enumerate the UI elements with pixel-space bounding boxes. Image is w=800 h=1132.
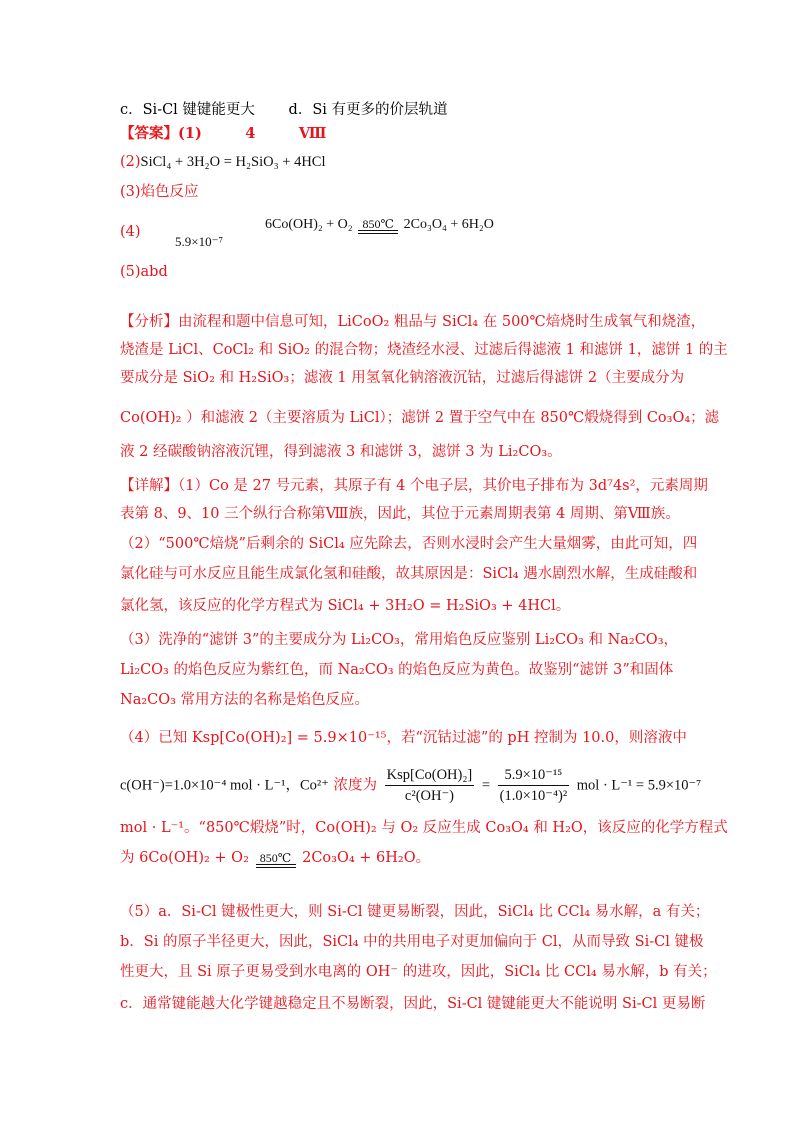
fraction-values-numerator: 5.9×10⁻¹⁵ [498,765,570,786]
answer-line-1 [120,124,680,144]
analysis-line-5: 液 2 经碳酸钠溶液沉锂，得到滤液 3 和滤饼 3，滤饼 3 为 Li₂CO₃。 [120,444,562,460]
answer-2-equation: SiCl₄ + 3H₂O = H₂SiO₃ + 4HCl [140,154,326,170]
detail-12-condition: 850℃ [256,852,296,868]
analysis-line-2: 烧渣是 LiCl、CoCl₂ 和 SiO₂ 的混合物；烧渣经水浸、过滤后得滤液 1 和滤饼 1，滤饼 1 的主 [120,342,728,358]
detail-line-16: c．通常键能越大化学键越稳定且不易断裂，因此，Si-Cl 键键能更大不能说明 Si-Cl 更易断 [120,996,706,1012]
analysis-line-1: 【分析】由流程和题中信息可知，LiCoO₂ 粗品与 SiCl₄ 在 500℃焙烧时生成氧气和烧渣， [120,314,706,330]
detail-line-1: 【详解】（1）Co 是 27 号元素，其原子有 4 个电子层，其价电子排布为 3d⁷4s²，元素周期 [120,478,708,494]
detail-line-8: Na₂CO₃ 常用方法的名称是焰色反应。 [120,692,370,708]
fraction-values-denominator: (1.0×10⁻⁴)² [499,788,568,804]
detail-line-11: mol · L⁻¹。“850℃煅烧”时，Co(OH)₂ 与 O₂ 反应生成 Co₃O₄ 和 H₂O，该反应的化学方程式 [120,820,728,836]
detail-line-7: Li₂CO₃ 的焰色反应为紫红色，而 Na₂CO₃ 的焰色反应为黄色。故鉴别“滤饼 3”和固体 [120,662,674,678]
detail-line-15: 性更大，且 Si 原子更易受到水电离的 OH⁻ 的进攻，因此，SiCl₄ 比 CCl₄ 易水解，b 有关； [120,964,717,980]
answer-4-prefix: (4) [120,224,141,240]
fraction-ksp-numerator: Ksp[Co(OH)₂] [385,765,475,786]
fraction-ksp-denominator: c²(OH⁻) [404,788,454,804]
option-line-cd: c．Si-Cl 键键能更大 d．Si 有更多的价层轨道 [120,102,448,118]
detail-10-oh-concentration: c(OH⁻)=1.0×10⁻⁴ mol · L⁻¹，Co²⁺ [120,777,329,794]
answer-4-condition: 850℃ [358,218,398,234]
detail-line-14: b．Si 的原子半径更大，因此，SiCl₄ 中的共用电子对更加偏向于 Cl，从而导致 Si-Cl 键极 [120,934,704,950]
answer-4-eq-right: 2Co₃O₄ + 6H₂O [403,217,494,232]
fraction-values [498,765,570,806]
detail-line-3: （2）“500℃焙烧”后剩余的 SiCl₄ 应先除去，否则水浸时会产生大量烟雾，由此可知，四 [120,536,698,552]
answer-4-value: 5.9×10⁻⁷ [175,234,223,249]
detail-12-left: 为 6Co(OH)₂ + O₂ [120,850,249,866]
fraction-ksp [385,765,475,806]
detail-line-5: 氯化氢，该反应的化学方程式为 SiCl₄ + 3H₂O = H₂SiO₃ + 4HCl。 [120,598,571,614]
analysis-line-3: 要成分是 SiO₂ 和 H₂SiO₃；滤液 1 用氢氧化钠溶液沉钴，过滤后得滤饼 2（主要成分为 [120,370,685,386]
detail-line-13: （5）a．Si-Cl 键极性更大，则 Si-Cl 键更易断裂，因此，SiCl₄ 比 CCl₄ 易水解，a 有关； [120,904,710,920]
answer-line-2 [120,152,680,172]
answer-line-5: (5)abd [120,264,168,280]
detail-line-9: （4）已知 Ksp[Co(OH)₂] = 5.9×10⁻¹⁵，若“沉钴过滤”的 pH 控制为 10.0，则溶液中 [120,730,687,746]
equals-sign: = [481,777,491,794]
detail-line-12 [120,848,680,868]
detail-10-label: 浓度为 [333,777,378,794]
answer-2-prefix: (2) [120,154,141,170]
answer-line-3: (3)焰色反应 [120,184,199,200]
answer-label: 【答案】 [120,125,178,142]
detail-line-6: （3）洗净的“滤饼 3”的主要成分为 Li₂CO₃，常用焰色反应鉴别 Li₂CO₃ 和 Na₂CO₃， [120,632,679,648]
answer-4-eq-left: 6Co(OH)₂ + O₂ [265,217,353,232]
detail-line-10 [120,765,702,805]
analysis-line-4: Co(OH)₂ ）和滤液 2（主要溶质为 LiCl）；滤饼 2 置于空气中在 850℃煅烧得到 Co₃O₄；滤 [120,410,720,426]
detail-line-4: 氯化硅与可水反应且能生成氯化氢和硅酸，故其原因是：SiCl₄ 遇水剧烈水解，生成硅酸和 [120,566,698,582]
detail-line-2: 表第 8、9、10 三个纵行合称第Ⅷ族，因此，其位于元素周期表第 4 周期、第Ⅷ族。 [120,506,680,522]
detail-12-right: 2Co₃O₄ + 6H₂O。 [302,850,431,866]
answer-1: (1) 4 Ⅷ [178,125,327,142]
detail-10-result: mol · L⁻¹ = 5.9×10⁻⁷ [576,777,702,794]
answer-4-equation [265,215,565,235]
